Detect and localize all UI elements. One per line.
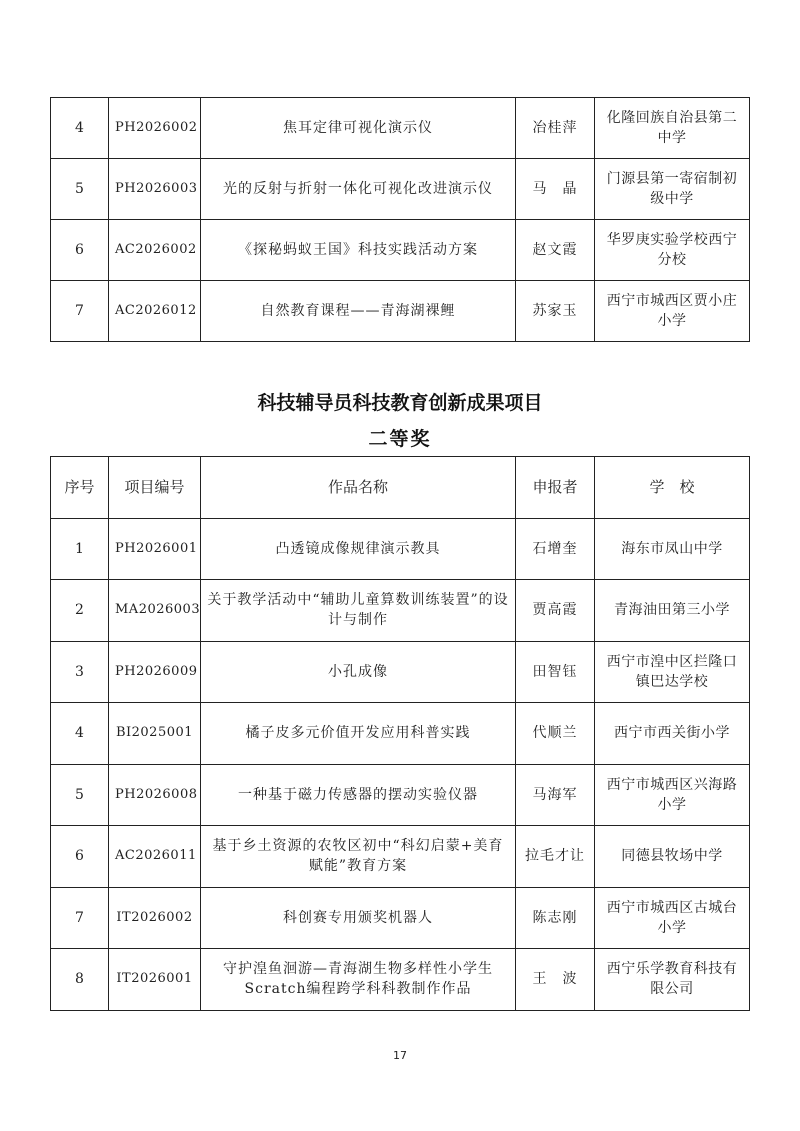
applicant: 拉毛才让 <box>516 826 595 888</box>
project-code: PH2026002 <box>109 98 201 159</box>
award-level-heading: 二等奖 <box>368 428 432 450</box>
applicant: 贾高霞 <box>516 580 595 642</box>
project-code: MA2026003 <box>109 580 201 642</box>
project-code: PH2026009 <box>109 641 201 703</box>
project-code: IT2026001 <box>109 949 201 1011</box>
school-name: 华罗庚实验学校西宁分校 <box>595 220 750 281</box>
school-name: 西宁市城西区古城台小学 <box>595 887 750 949</box>
school-name: 青海油田第三小学 <box>595 580 750 642</box>
row-number: 2 <box>51 580 109 642</box>
row-number: 7 <box>51 281 109 342</box>
project-name: 自然教育课程——青海湖裸鲤 <box>201 281 516 342</box>
applicant: 马 晶 <box>516 159 595 220</box>
project-name: 科创赛专用颁奖机器人 <box>201 887 516 949</box>
header-applicant: 申报者 <box>516 457 595 519</box>
award-table-continued <box>50 97 750 342</box>
project-name: 光的反射与折射一体化可视化改进演示仪 <box>201 159 516 220</box>
applicant: 田智钰 <box>516 641 595 703</box>
header-code: 项目编号 <box>109 457 201 519</box>
table-row <box>51 703 750 765</box>
applicant: 苏家玉 <box>516 281 595 342</box>
header-number: 序号 <box>51 457 109 519</box>
school-name: 化隆回族自治县第二中学 <box>595 98 750 159</box>
applicant: 马海军 <box>516 764 595 826</box>
table-row <box>51 641 750 703</box>
table-row <box>51 159 750 220</box>
project-name: 焦耳定律可视化演示仪 <box>201 98 516 159</box>
project-name: 守护湟鱼洄游—青海湖生物多样性小学生Scratch编程跨学科科教制作作品 <box>201 949 516 1011</box>
table-row <box>51 281 750 342</box>
project-code: AC2026002 <box>109 220 201 281</box>
school-name: 西宁市西关街小学 <box>595 703 750 765</box>
school-name: 西宁市城西区兴海路小学 <box>595 764 750 826</box>
project-name: 一种基于磁力传感器的摆动实验仪器 <box>201 764 516 826</box>
table-row <box>51 98 750 159</box>
section-title: 科技辅导员科技教育创新成果项目 <box>257 392 543 414</box>
row-number: 4 <box>51 703 109 765</box>
applicant: 赵文霞 <box>516 220 595 281</box>
table-row <box>51 764 750 826</box>
header-name: 作品名称 <box>201 457 516 519</box>
project-code: AC2026012 <box>109 281 201 342</box>
row-number: 1 <box>51 518 109 580</box>
project-name: 关于教学活动中“辅助儿童算数训练装置”的设计与制作 <box>201 580 516 642</box>
school-name: 西宁乐学教育科技有限公司 <box>595 949 750 1011</box>
table-row <box>51 887 750 949</box>
row-number: 7 <box>51 887 109 949</box>
project-name: 橘子皮多元价值开发应用科普实践 <box>201 703 516 765</box>
header-school: 学 校 <box>595 457 750 519</box>
table-row <box>51 220 750 281</box>
school-name: 海东市凤山中学 <box>595 518 750 580</box>
project-name: 凸透镜成像规律演示教具 <box>201 518 516 580</box>
row-number: 5 <box>51 159 109 220</box>
project-name: 小孔成像 <box>201 641 516 703</box>
school-name: 门源县第一寄宿制初级中学 <box>595 159 750 220</box>
project-code: AC2026011 <box>109 826 201 888</box>
table-row <box>51 826 750 888</box>
row-number: 8 <box>51 949 109 1011</box>
applicant: 石增奎 <box>516 518 595 580</box>
row-number: 3 <box>51 641 109 703</box>
page-number: 17 <box>393 1049 407 1062</box>
row-number: 4 <box>51 98 109 159</box>
applicant: 王 波 <box>516 949 595 1011</box>
table-row <box>51 949 750 1011</box>
table-header-row <box>51 457 750 519</box>
school-name: 同德县牧场中学 <box>595 826 750 888</box>
project-code: PH2026001 <box>109 518 201 580</box>
table-row <box>51 518 750 580</box>
applicant: 陈志刚 <box>516 887 595 949</box>
project-code: PH2026008 <box>109 764 201 826</box>
row-number: 6 <box>51 220 109 281</box>
project-code: PH2026003 <box>109 159 201 220</box>
second-prize-table <box>50 456 750 1011</box>
school-name: 西宁市城西区贾小庄小学 <box>595 281 750 342</box>
row-number: 6 <box>51 826 109 888</box>
project-code: BI2025001 <box>109 703 201 765</box>
applicant: 代顺兰 <box>516 703 595 765</box>
project-name: 基于乡土资源的农牧区初中“科幻启蒙+美育赋能”教育方案 <box>201 826 516 888</box>
table-row <box>51 580 750 642</box>
project-name: 《探秘蚂蚁王国》科技实践活动方案 <box>201 220 516 281</box>
project-code: IT2026002 <box>109 887 201 949</box>
applicant: 冶桂萍 <box>516 98 595 159</box>
school-name: 西宁市湟中区拦隆口镇巴达学校 <box>595 641 750 703</box>
row-number: 5 <box>51 764 109 826</box>
